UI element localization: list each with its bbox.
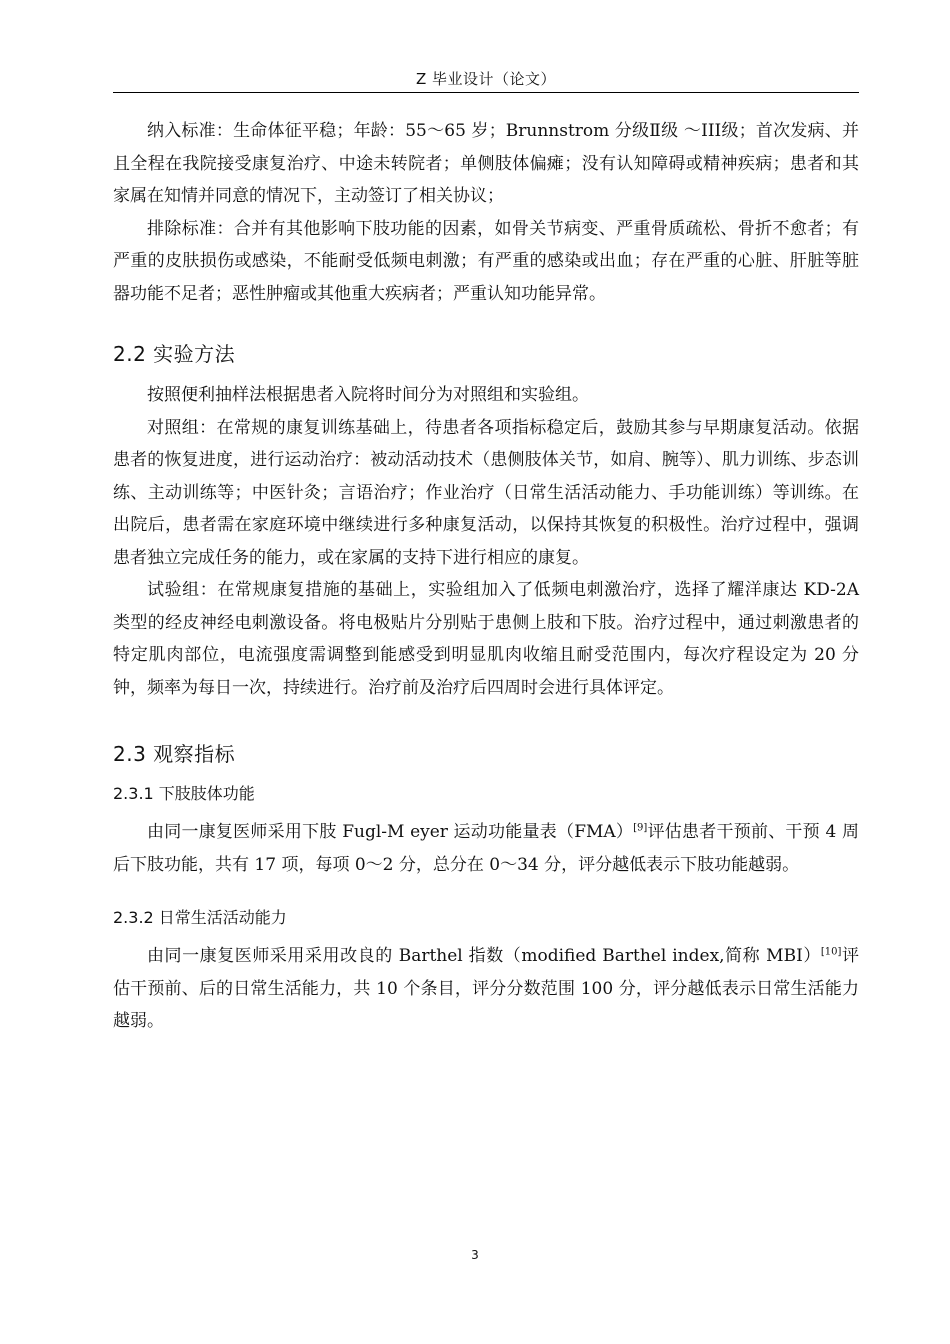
citation-ref-10: [10] (820, 946, 842, 958)
citation-ref-9: [9] (633, 822, 648, 834)
daily-living-paragraph (113, 940, 859, 1038)
daily-living-text-start: 由同一康复医师采用采用改良的 Barthel 指数（modified Barthel index,简称 MBI） (147, 946, 821, 966)
daily-living-text-end: 评估干预前、后的日常生活能力，共 10 个条目，评分分数范围 100 分，评分越低表示日常生活能力越弱。 (113, 946, 859, 1031)
section-heading-2-3: 2.3 观察指标 (113, 742, 236, 766)
lower-limb-text-start: 由同一康复医师采用下肢 Fugl-M eyer 运动功能量表（FMA） (147, 822, 634, 842)
page-content (113, 115, 859, 1038)
header-rule (113, 92, 859, 93)
sampling-paragraph: 按照便利抽样法根据患者入院将时间分为对照组和实验组。 (147, 385, 589, 405)
test-group-paragraph: 试验组：在常规康复措施的基础上，实验组加入了低频电刺激治疗，选择了耀洋康达 KD-2A 类型的经皮神经电刺激设备。将电极贴片分别贴于患侧上肢和下肢。治疗过程中，通过刺激患者的特定肌肉部位，电流强度需调整到能感受到明显肌肉收缩且耐受范围内，每次疗程设定为 20 分钟，频率为每日一次，持续进行。治疗前及治疗后四周时会进行具体评定。 (113, 580, 859, 698)
exclusion-criteria-paragraph: 排除标准：合并有其他影响下肢功能的因素，如骨关节病变、严重骨质疏松、骨折不愈者；有严重的皮肤损伤或感染，不能耐受低频电刺激；有严重的感染或出血；存在严重的心脏、肝脏等脏器功能不足者；恶性肿瘤或其他重大疾病者；严重认知功能异常。 (113, 218, 859, 304)
page-header: Z 毕业设计（论文） (415, 70, 557, 88)
lower-limb-text-end: 评估患者干预前、干预 4 周后下肢功能，共有 17 项，每项 0～2 分，总分在 0～34 分，评分越低表示下肢功能越弱。 (113, 822, 859, 875)
lower-limb-function-paragraph (113, 816, 859, 881)
control-group-paragraph: 对照组：在常规的康复训练基础上，待患者各项指标稳定后，鼓励其参与早期康复活动。依据患者的恢复进度，进行运动治疗：被动活动技术（患侧肢体关节，如肩、腕等）、肌力训练、步态训练、主动训练等；中医针灸；言语治疗；作业治疗（日常生活活动能力、手功能训练）等训练。在出院后，患者需在家庭环境中继续进行多种康复活动，以保持其恢复的积极性。治疗过程中，强调患者独立完成任务的能力，或在家属的支持下进行相应的康复。 (113, 417, 859, 568)
section-heading-2-2: 2.2 实验方法 (113, 342, 236, 366)
page-number: 3 (471, 1248, 479, 1262)
subsection-heading-2-3-2: 2.3.2 日常生活活动能力 (113, 908, 287, 927)
subsection-heading-2-3-1: 2.3.1 下肢肢体功能 (113, 784, 255, 803)
inclusion-criteria-paragraph: 纳入标准：生命体征平稳；年龄：55～65 岁；Brunnstrom 分级Ⅱ级 ～III级；首次发病、并且全程在我院接受康复治疗、中途未转院者；单侧肢体偏瘫；没有认知障碍或精神疾病；患者和其家属在知情并同意的情况下，主动签订了相关协议； (113, 121, 859, 206)
